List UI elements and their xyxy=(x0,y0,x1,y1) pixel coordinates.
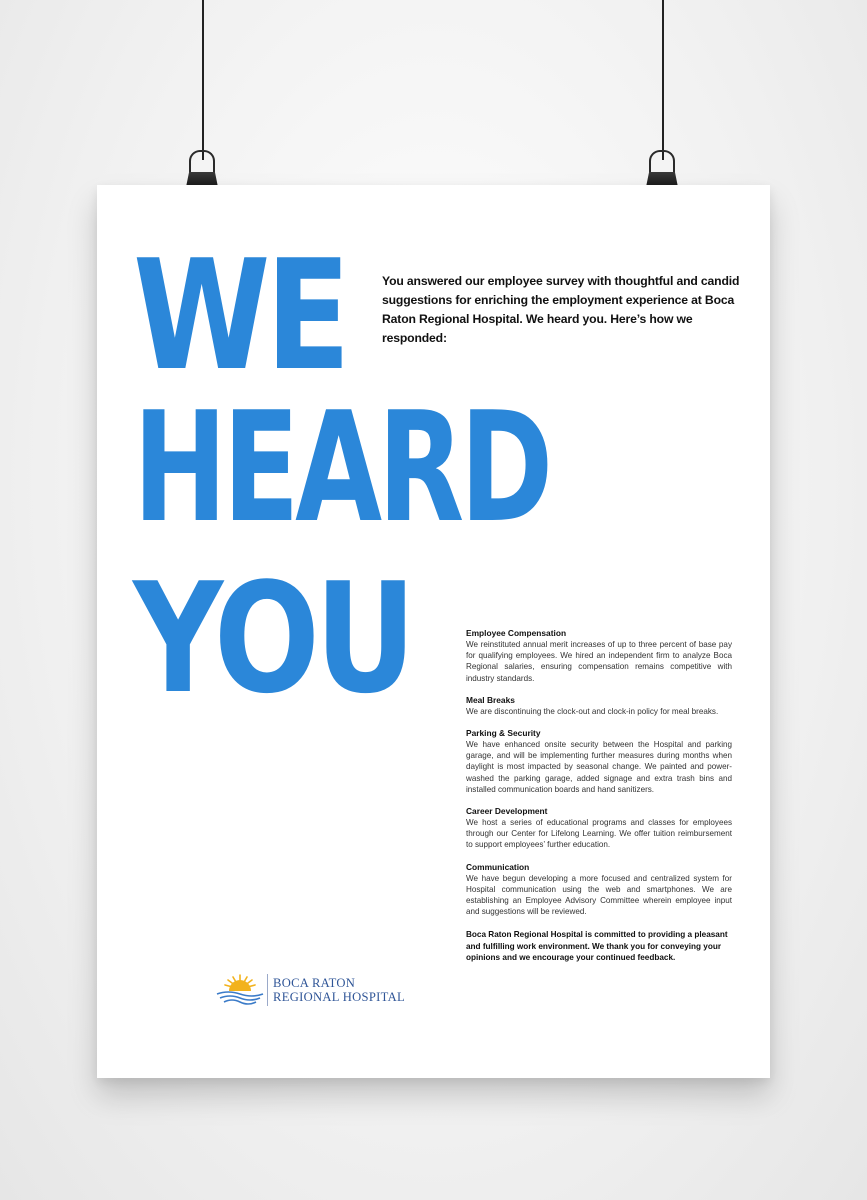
left-hanging-wire xyxy=(202,0,204,160)
headline-you: YOU xyxy=(133,550,412,727)
section-body: We reinstituted annual merit increases of up to three percent of base pay for qualifying employees. We hired an independent firm to analyze Boca Regional salaries, ensuring compensation remains competitive with industry standards. xyxy=(466,640,732,683)
logo-wordmark xyxy=(273,976,405,1004)
section-career-development xyxy=(466,805,732,851)
logo-line-1: BOCA RATON xyxy=(273,976,356,990)
section-title: Parking & Security xyxy=(466,728,541,739)
section-body: We host a series of educational programs and classes for employees through our Center for Lifelong Learning. We offer tuition reimbursement to support employees’ further education. xyxy=(466,818,732,850)
intro-text: You answered our employee survey with thoughtful and candid suggestions for enriching the employment experience at Boca Raton Regional Hospital. We heard you. Here’s how we responded: xyxy=(382,274,740,345)
section-parking-security xyxy=(466,727,732,795)
section-title: Employee Compensation xyxy=(466,628,567,638)
responses-list xyxy=(466,627,732,964)
section-body: We are discontinuing the clock-out and clock-in policy for meal breaks. xyxy=(466,706,719,716)
section-employee-compensation xyxy=(466,627,732,684)
poster xyxy=(97,185,770,1078)
right-hanging-wire xyxy=(662,0,664,160)
headline-we: WE xyxy=(133,227,346,404)
closing-statement: Boca Raton Regional Hospital is committed to providing a pleasant and fulfilling work environment. We thank you for conveying your opinions and we encourage your continued feedback. xyxy=(466,930,728,963)
section-meal-breaks xyxy=(466,694,732,717)
section-title: Communication xyxy=(466,861,530,872)
logo-divider xyxy=(267,974,268,1006)
section-communication xyxy=(466,861,732,918)
sunrise-over-water-icon xyxy=(215,970,265,1010)
hospital-logo xyxy=(215,970,415,1010)
section-title: Career Development xyxy=(466,806,548,817)
section-body: We have enhanced onsite security between the Hospital and parking garage, and will be implementing further measures during months when daylight is most impacted by seasonal change. We painted and power-washed the parking garage, added signage and extra trash bins and installed communication boards and hand sanitizers. xyxy=(466,740,732,794)
section-body: We have begun developing a more focused and centralized system for Hospital communication using the web and smartphones. We are establishing an Employee Advisory Committee wherein employee input and suggestions will be reviewed. xyxy=(466,873,732,917)
section-title: Meal Breaks xyxy=(466,694,515,705)
headline-heard: HEARD xyxy=(133,379,549,556)
logo-line-2: REGIONAL HOSPITAL xyxy=(273,990,406,1004)
